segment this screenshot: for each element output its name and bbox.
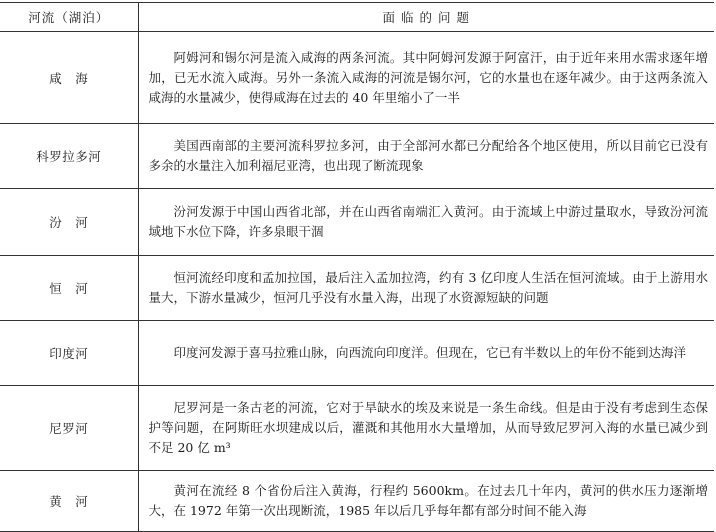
river-name: 恒 河 — [0, 256, 138, 321]
header-river: 河流（湖泊） — [0, 3, 138, 32]
river-name: 黄 河 — [0, 471, 138, 532]
river-problems-table — [0, 2, 714, 532]
river-name: 尼罗河 — [0, 386, 138, 471]
river-problem — [138, 32, 714, 124]
table-row — [0, 471, 714, 532]
river-problem — [138, 124, 714, 189]
table-row — [0, 386, 714, 471]
river-problem — [138, 189, 714, 256]
river-problem — [138, 386, 714, 471]
river-problem-text: 汾河发源于中国山西省北部，并在山西省南端汇入黄河。由于流域上中游过量取水，导致汾河流域地下水位下降，许多泉眼干涸 — [148, 204, 708, 239]
table-row — [0, 189, 714, 256]
river-name: 科罗拉多河 — [0, 124, 138, 189]
river-problem — [138, 471, 714, 532]
river-problem — [138, 321, 714, 386]
river-problem-text: 尼罗河是一条古老的河流，它对于旱缺水的埃及来说是一条生命线。但是由于没有考虑到生态保护等问题，在阿斯旺水坝建成以后，灌溉和其他用水大量增加，从而导致尼罗河入海的水量已减少到不足 20 亿 m³ — [148, 400, 708, 455]
table-row — [0, 256, 714, 321]
table-header-row — [0, 3, 714, 32]
river-problem-text: 美国西南部的主要河流科罗拉多河，由于全部河水都已分配给各个地区使用，所以目前它已没有多余的水量注入加利福尼亚湾，也出现了断流现象 — [148, 138, 708, 173]
river-problem-text: 黄河在流经 8 个省份后注入黄海，行程约 5600km。在过去几十年内，黄河的供水压力逐渐增大，在 1972 年第一次出现断流，1985 年以后几乎每年都有部分时间不能入海 — [148, 483, 708, 518]
table-row — [0, 124, 714, 189]
river-problem-text: 恒河流经印度和孟加拉国，最后注入孟加拉湾，约有 3 亿印度人生活在恒河流域。由于上游用水量大，下游水量减少，恒河几乎没有水量入海，出现了水资源短缺的问题 — [148, 270, 708, 305]
river-problem-text: 阿姆河和锡尔河是流入咸海的两条河流。其中阿姆河发源于阿富汗，由于近年来用水需求逐年增加，已无水流入咸海。另外一条流入咸海的河流是锡尔河，它的水量也在逐年减少。由于这两条流入咸海的水量减少，使得咸海在过去的 40 年里缩小了一半 — [148, 49, 708, 105]
river-name: 印度河 — [0, 321, 138, 386]
river-problem-text: 印度河发源于喜马拉雅山脉，向西流向印度洋。但现在，它已有半数以上的年份不能到达海洋 — [173, 345, 687, 360]
table-row — [0, 32, 714, 124]
river-name: 咸 海 — [0, 32, 138, 124]
river-problem — [138, 256, 714, 321]
header-problem: 面 临 的 问 题 — [138, 3, 714, 32]
table-row — [0, 321, 714, 386]
river-name: 汾 河 — [0, 189, 138, 256]
